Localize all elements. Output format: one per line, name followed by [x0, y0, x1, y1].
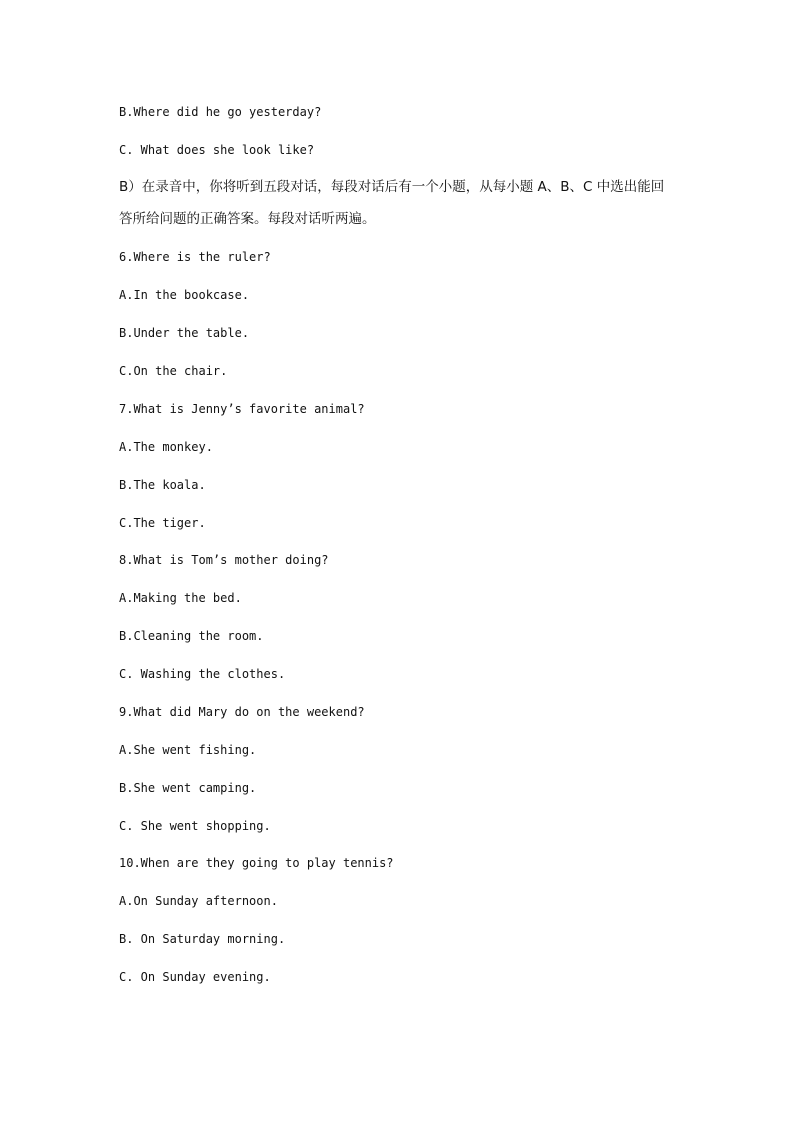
- question-10: 10.When are they going to play tennis?: [119, 856, 394, 870]
- question-6-option-c: C.On the chair.: [119, 364, 228, 378]
- question-9-option-a: A.She went fishing.: [119, 743, 257, 757]
- question-7-option-b: B.The koala.: [119, 478, 206, 492]
- question-9-option-c: C. She went shopping.: [119, 819, 271, 833]
- question-6: 6.Where is the ruler?: [119, 250, 271, 264]
- question-10-option-c: C. On Sunday evening.: [119, 970, 271, 984]
- question-8-option-b: B.Cleaning the room.: [119, 629, 264, 643]
- question-10-option-b: B. On Saturday morning.: [119, 932, 286, 946]
- question-7-option-a: A.The monkey.: [119, 440, 213, 454]
- section-b-instruction-line2: 答所给问题的正确答案。每段对话听两遍。: [119, 211, 376, 227]
- question-9: 9.What did Mary do on the weekend?: [119, 705, 365, 719]
- question-8-option-a: A.Making the bed.: [119, 591, 242, 605]
- option-b-q5: B.Where did he go yesterday?: [119, 105, 322, 119]
- question-9-option-b: B.She went camping.: [119, 781, 257, 795]
- question-6-option-a: A.In the bookcase.: [119, 288, 250, 302]
- question-7: 7.What is Jenny’s favorite animal?: [119, 402, 365, 416]
- question-7-option-c: C.The tiger.: [119, 516, 206, 530]
- option-c-q5: C. What does she look like?: [119, 143, 315, 157]
- question-6-option-b: B.Under the table.: [119, 326, 250, 340]
- question-8: 8.What is Tom’s mother doing?: [119, 553, 329, 567]
- question-8-option-c: C. Washing the clothes.: [119, 667, 286, 681]
- question-10-option-a: A.On Sunday afternoon.: [119, 894, 278, 908]
- section-b-instruction-line1: B）在录音中，你将听到五段对话，每段对话后有一个小题，从每小题 A、B、C 中选出能回: [119, 179, 665, 195]
